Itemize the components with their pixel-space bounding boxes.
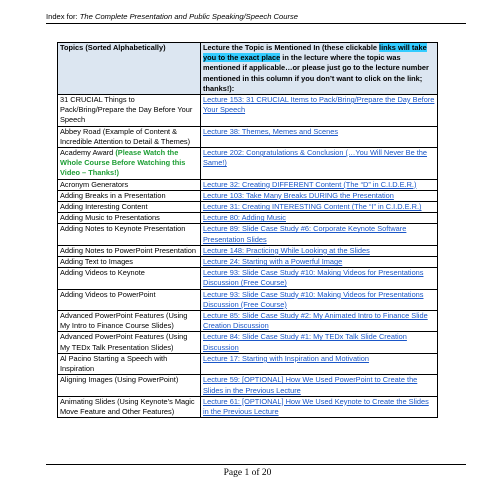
lecture-header-part2: in the lecture where the topic was mentioned if applicable…or please just go to the lecture number mentioned in this column if you don’t want to click on the link; thanks!): <box>203 53 429 93</box>
lecture-cell <box>201 311 438 332</box>
lecture-link[interactable]: Lecture 17: Starting with Inspiration and Motivation <box>203 353 369 363</box>
topic-note: (Please Watch the Whole Course Before Watching this Video – Thanks!) <box>60 148 186 178</box>
header-title: The Complete Presentation and Public Speaking/Speech Course <box>79 12 299 21</box>
lecture-link[interactable]: Lecture 85: Slide Case Study #2: My Animated Intro to Finance Slide Creation Discussion <box>203 311 428 331</box>
table-row <box>58 289 438 310</box>
topic-cell: Aligning Images (Using PowerPoint) <box>58 375 201 396</box>
topic-text: Academy Award <box>60 148 116 158</box>
topic-cell: Al Pacino Starting a Speech with Inspiration <box>58 353 201 374</box>
table-row <box>58 179 438 190</box>
lecture-cell <box>201 148 438 180</box>
table-row <box>58 213 438 224</box>
lecture-cell <box>201 353 438 374</box>
topic-cell: Acronym Generators <box>58 179 201 190</box>
table-row <box>58 353 438 374</box>
lecture-link[interactable]: Lecture 103: Take Many Breaks DURING the Presentation <box>203 190 394 200</box>
lecture-link[interactable]: Lecture 24: Starting with a Powerful Image <box>203 257 343 267</box>
lecture-cell <box>201 224 438 245</box>
page-number: Page 1 of 20 <box>223 468 272 478</box>
table-row <box>58 268 438 289</box>
topic-cell: Adding Notes to Keynote Presentation <box>58 224 201 245</box>
lecture-link[interactable]: Lecture 84: Slide Case Study #1: My TEDx Talk Slide Creation Discussion <box>203 332 407 352</box>
lecture-cell <box>201 289 438 310</box>
lecture-cell <box>201 332 438 353</box>
topic-cell: Adding Music to Presentations <box>58 213 201 224</box>
table-row <box>58 332 438 353</box>
lecture-link[interactable]: Lecture 61: [OPTIONAL] How We Used Keynote to Create the Slides in the Previous Lecture <box>203 396 429 416</box>
topic-cell: Adding Text to Images <box>58 257 201 268</box>
lecture-link[interactable]: Lecture 93: Slide Case Study #10: Making Videos for Presentations Discussion (Free Course) <box>203 289 424 309</box>
table-header-row <box>58 43 438 95</box>
lecture-link[interactable]: Lecture 80: Adding Music <box>203 213 286 223</box>
lecture-link[interactable]: Lecture 32: Creating DIFFERENT Content (The “D” in C.I.D.E.R.) <box>203 179 417 189</box>
lecture-cell <box>201 95 438 127</box>
lecture-cell <box>201 245 438 256</box>
table-row <box>58 148 438 180</box>
table-row <box>58 311 438 332</box>
lecture-link[interactable]: Lecture 59: [OPTIONAL] How We Used PowerPoint to Create the Slides in the Previous Lecture <box>203 375 418 395</box>
topic-cell <box>58 148 201 180</box>
table-row <box>58 202 438 213</box>
topic-cell: 31 CRUCIAL Things to Pack/Bring/Prepare the Day Before Your Speech <box>58 95 201 127</box>
lecture-link[interactable]: Lecture 38: Themes, Memes and Scenes <box>203 126 339 136</box>
lecture-cell <box>201 396 438 417</box>
lecture-cell <box>201 268 438 289</box>
lecture-cell <box>201 375 438 396</box>
footer-divider <box>46 464 466 465</box>
table-row <box>58 95 438 127</box>
table-row <box>58 245 438 256</box>
lecture-link[interactable]: Lecture 31: Creating INTERESTING Content (The “I” in C.I.D.E.R.) <box>203 202 422 212</box>
index-table <box>57 42 438 418</box>
table-row <box>58 396 438 417</box>
page-header <box>46 12 466 24</box>
topic-cell: Animating Slides (Using Keynote’s Magic Move Feature and Other Features) <box>58 396 201 417</box>
table-row <box>58 375 438 396</box>
table-row <box>58 126 438 147</box>
lecture-link[interactable]: Lecture 202: Congratulations & Conclusion (…You Will Never Be the Same!) <box>203 148 428 168</box>
topic-cell: Adding Interesting Content <box>58 202 201 213</box>
header-prefix: Index for: <box>46 12 80 21</box>
topics-column-header: Topics (Sorted Alphabetically) <box>58 43 201 95</box>
topic-cell: Adding Videos to Keynote <box>58 268 201 289</box>
lecture-header-part1: Lecture the Topic is Mentioned In (these clickable <box>203 43 380 52</box>
table-row <box>58 224 438 245</box>
lecture-cell <box>201 213 438 224</box>
table-row <box>58 257 438 268</box>
lecture-header-highlight: links will take you to the exact place <box>203 43 427 63</box>
topic-cell: Advanced PowerPoint Features (Using My TEDx Talk Presentation Slides) <box>58 332 201 353</box>
topic-cell: Abbey Road (Example of Content & Incredible Attention to Detail & Themes) <box>58 126 201 147</box>
lecture-column-header <box>201 43 438 95</box>
topic-cell: Adding Videos to PowerPoint <box>58 289 201 310</box>
topic-cell: Adding Breaks in a Presentation <box>58 190 201 201</box>
lecture-cell <box>201 126 438 147</box>
topic-cell: Advanced PowerPoint Features (Using My Intro to Finance Course Slides) <box>58 311 201 332</box>
topic-cell: Adding Notes to PowerPoint Presentation <box>58 245 201 256</box>
lecture-link[interactable]: Lecture 89: Slide Case Study #6: Corporate Keynote Software Presentation Slides <box>203 224 407 244</box>
table-row <box>58 190 438 201</box>
lecture-link[interactable]: Lecture 153: 31 CRUCIAL Items to Pack/Bring/Prepare the Day Before Your Speech <box>203 95 435 115</box>
lecture-link[interactable]: Lecture 93: Slide Case Study #10: Making Videos for Presentations Discussion (Free Course) <box>203 268 424 288</box>
lecture-cell <box>201 257 438 268</box>
lecture-cell <box>201 202 438 213</box>
lecture-link[interactable]: Lecture 148: Practicing While Looking at the Slides <box>203 245 370 255</box>
lecture-cell <box>201 190 438 201</box>
lecture-cell <box>201 179 438 190</box>
